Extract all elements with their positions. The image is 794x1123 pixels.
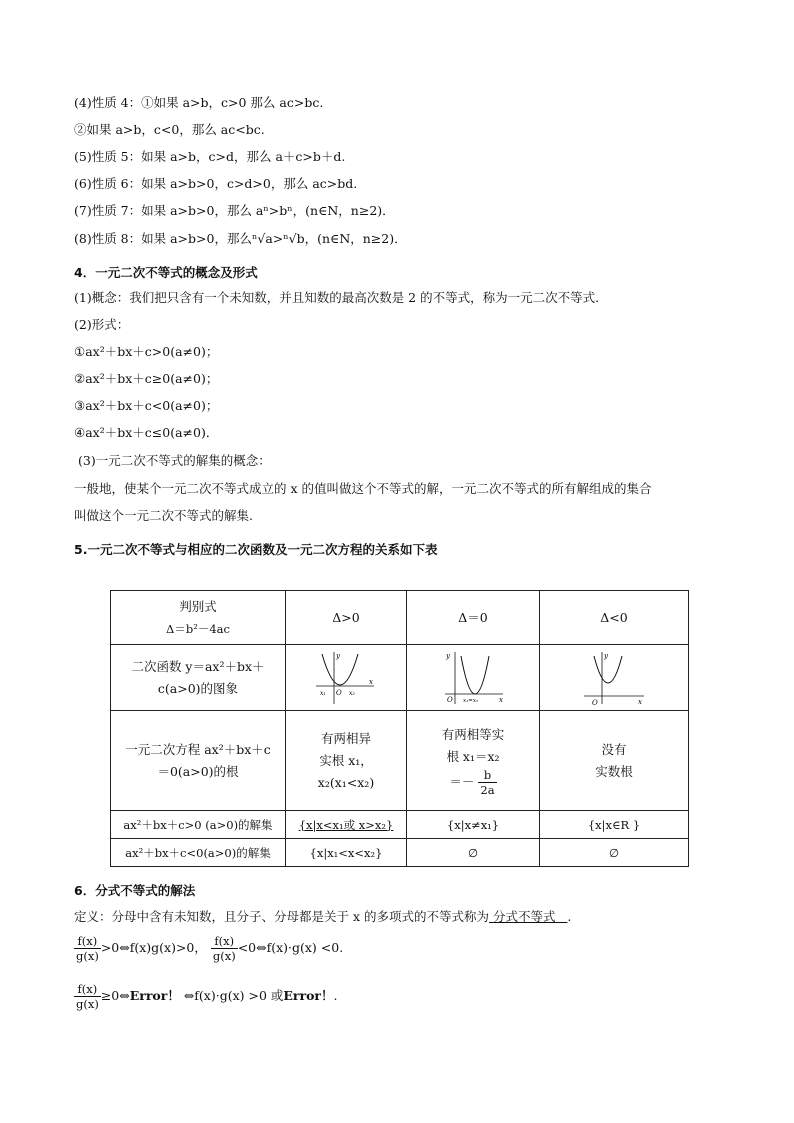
axis-x-label: x <box>499 695 503 704</box>
property-7: (7)性质 7：如果 a>b>0，那么 aⁿ>bⁿ，(n∈N，n≥2)． <box>74 203 395 218</box>
form-3: ③ax²＋bx＋c<0(a≠0)； <box>74 398 219 413</box>
fraction-den: g(x) <box>76 997 99 1011</box>
root-x1-label: x₁ <box>320 689 326 697</box>
roots-neg-cell <box>540 711 689 811</box>
lt-neg: ∅ <box>540 839 689 867</box>
fraction-f-over-g <box>211 934 238 963</box>
graph-neg-cell <box>540 645 689 711</box>
fraction-rule-3 <box>74 982 338 1011</box>
gt-pos: {x|x<x₁或 x>x₂} <box>286 811 407 839</box>
rule-3-text-a: ≥0⇔ <box>100 988 130 1003</box>
section-6-definition <box>74 908 571 926</box>
row-lt-label: ax²＋bx＋c<0(a>0)的解集 <box>111 839 286 867</box>
error-text-1: Error！ <box>129 988 180 1003</box>
rule-1-text: >0⇔f(x)g(x)>0， <box>100 940 207 955</box>
section-5-title: 5.一元二次不等式与相应的二次函数及一元二次方程的关系如下表 <box>74 542 438 557</box>
origin-label: O <box>447 695 453 704</box>
solution-set-line-2: 叫做这个一元二次不等式的解集. <box>74 508 253 523</box>
fraction-num: f(x) <box>74 982 101 997</box>
axis-y-label: y <box>604 651 608 660</box>
fraction-den: 2a <box>480 783 495 797</box>
roots-pos-line-1: 有两相异 <box>320 730 371 746</box>
fraction-f-over-g <box>74 934 101 963</box>
solution-set-label: (3)一元二次不等式的解集的概念： <box>78 453 271 468</box>
fraction-f-over-g <box>74 982 101 1011</box>
axis-x-label: x <box>369 677 373 686</box>
gt-neg: {x|x∈R } <box>540 811 689 839</box>
gt-zero: {x|x≠x₁} <box>407 811 540 839</box>
definition-suffix: . <box>567 909 572 924</box>
rule-2-text: <0⇔f(x)·g(x) <0. <box>237 940 344 955</box>
header-formula: Δ＝b²－4ac <box>166 621 230 636</box>
parabola-no-root-graph <box>582 650 646 706</box>
definition-prefix: 定义：分母中含有未知数，且分子、分母都是关于 x 的多项式的不等式称为 <box>74 909 489 924</box>
table-header-discriminant <box>111 591 286 645</box>
form-2: ②ax²＋bx＋c≥0(a≠0)； <box>74 371 219 386</box>
error-text-2: Error！ <box>283 988 334 1003</box>
roots-neg-line-2: 实数根 <box>595 763 633 779</box>
section-4-title: 4．一元二次不等式的概念及形式 <box>74 265 258 280</box>
fraction-den: g(x) <box>212 949 236 963</box>
row-gt-label: ax²＋bx＋c>0 (a>0)的解集 <box>111 811 286 839</box>
origin-label: O <box>592 698 598 706</box>
row-graph-label-2: c(a>0)的图象 <box>157 680 239 696</box>
header-label: 判别式 <box>179 598 217 614</box>
relation-table <box>110 590 689 867</box>
root-x2-label: x₂ <box>349 689 355 697</box>
solution-set-line-1: 一般地，使某个一元二次不等式成立的 x 的值叫做这个不等式的解，一元二次不等式的所有解组成的集合 <box>74 481 652 496</box>
roots-pos-line-3: x₂(x₁<x₂) <box>317 774 375 790</box>
root-x12-label: x₁=x₂ <box>463 697 479 704</box>
roots-zero-cell <box>407 711 540 811</box>
fraction-num: b <box>478 768 496 783</box>
axis-x-label: x <box>638 697 642 706</box>
property-4b: ②如果 a>b，c<0，那么 ac<bc. <box>74 122 265 137</box>
table-header-pos: Δ>0 <box>286 591 407 645</box>
fraction-num: f(x) <box>211 934 238 949</box>
roots-pos-cell <box>286 711 407 811</box>
lt-zero: ∅ <box>407 839 540 867</box>
axis-y-label: y <box>336 651 340 660</box>
definition-term-text: 分式不等式 <box>492 909 556 924</box>
row-root-label-1: 一元二次方程 ax²＋bx＋c <box>125 741 271 757</box>
fraction-rule-1 <box>74 934 343 963</box>
property-4a: (4)性质 4：①如果 a>b，c>0 那么 ac>bc. <box>74 95 324 110</box>
section-6-title: 6．分式不等式的解法 <box>74 883 196 898</box>
parabola-two-roots-graph <box>316 650 376 706</box>
section-4-form-label: (2)形式： <box>74 317 130 332</box>
row-root-label-2: ＝0(a>0)的根 <box>157 763 239 779</box>
form-1: ①ax²＋bx＋c>0(a≠0)； <box>74 344 219 359</box>
rule-3-text-b: ⇔f(x)·g(x) >0 或 <box>179 988 284 1003</box>
roots-zero-eq: ＝－ <box>449 774 475 789</box>
roots-neg-line-1: 没有 <box>601 741 627 757</box>
axis-y-label: y <box>446 651 450 660</box>
parabola-one-root-graph <box>441 650 505 706</box>
rule-3-text-c: . <box>333 988 338 1003</box>
table-header-neg: Δ<0 <box>540 591 689 645</box>
form-4: ④ax²＋bx＋c≤0(a≠0)． <box>74 425 219 440</box>
fraction-num: f(x) <box>74 934 101 949</box>
row-root-label <box>111 711 286 811</box>
fraction-b-over-2a <box>478 768 496 797</box>
lt-pos: {x|x₁<x<x₂} <box>286 839 407 867</box>
fraction-den: g(x) <box>76 949 99 963</box>
roots-pos-line-2: 实根 x₁， <box>319 752 373 768</box>
table-header-zero: Δ＝0 <box>407 591 540 645</box>
roots-zero-line-3 <box>411 768 535 797</box>
property-6: (6)性质 6：如果 a>b>0，c>d>0，那么 ac>bd. <box>74 176 358 191</box>
property-5: (5)性质 5：如果 a>b，c>d，那么 a＋c>b＋d. <box>74 149 346 164</box>
row-graph-label <box>111 645 286 711</box>
property-8: (8)性质 8：如果 a>b>0，那么ⁿ√a>ⁿ√b，(n∈N，n≥2)． <box>74 231 407 246</box>
origin-label: O <box>336 688 342 697</box>
graph-zero-cell <box>407 645 540 711</box>
roots-zero-line-2: 根 x₁＝x₂ <box>446 749 500 764</box>
definition-term <box>489 909 567 924</box>
section-4-concept: (1)概念：我们把只含有一个未知数，并且知数的最高次数是 2 的不等式，称为一元二次不等式． <box>74 290 608 305</box>
graph-pos-cell <box>286 645 407 711</box>
roots-zero-line-1: 有两相等实 <box>441 727 505 742</box>
row-graph-label-1: 二次函数 y＝ax²＋bx＋ <box>131 658 265 674</box>
